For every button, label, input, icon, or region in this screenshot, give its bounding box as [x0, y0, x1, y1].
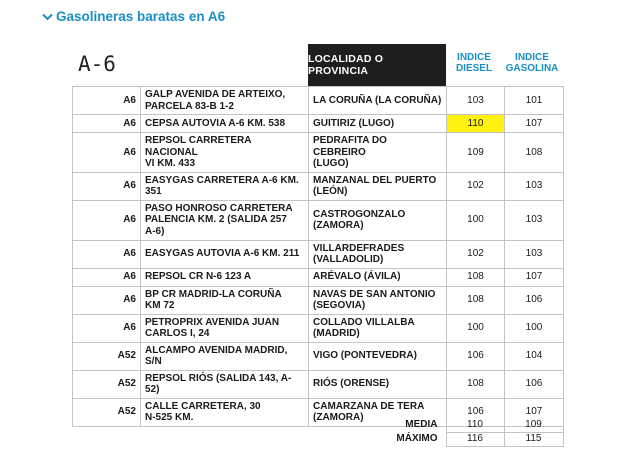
station-name-cell	[141, 87, 309, 115]
table-row	[73, 342, 564, 370]
table-row	[73, 115, 564, 133]
stations-table	[72, 86, 564, 427]
diesel-index-cell: 108	[447, 268, 505, 286]
table-row	[73, 286, 564, 314]
diesel-index-cell: 106	[447, 398, 505, 426]
table-row	[73, 268, 564, 286]
diesel-column-header	[446, 52, 502, 74]
station-name-line: 351	[145, 186, 162, 197]
summary-table-body	[308, 418, 563, 446]
station-name-cell	[141, 342, 309, 370]
summary-label: MÁXIMO	[396, 433, 438, 444]
stations-table-body	[73, 87, 564, 427]
location-cell	[309, 87, 447, 115]
location-cell	[309, 172, 447, 200]
diesel-index-cell: 100	[447, 314, 505, 342]
table-row	[73, 87, 564, 115]
location-line: (VALLADOLID)	[313, 254, 384, 265]
location-line: (LEÓN)	[313, 186, 348, 197]
gasolina-column-header	[504, 52, 560, 74]
station-name-line: EASYGAS CARRETERA A-6 KM.	[145, 174, 299, 186]
chevron-down-icon	[42, 9, 53, 24]
station-name-line: CARLOS I, 24	[145, 328, 210, 339]
diesel-header-line: INDICE	[457, 52, 491, 63]
diesel-index-cell: 103	[447, 87, 505, 115]
section-header[interactable]	[42, 9, 225, 24]
location-cell	[309, 115, 447, 133]
station-name-line: PASO HONROSO CARRETERA	[145, 202, 293, 214]
gasolina-index-cell: 107	[505, 268, 564, 286]
station-name-line: PARCELA 83-B 1-2	[145, 100, 234, 112]
diesel-header-line: DIESEL	[455, 63, 493, 74]
location-line: LA CORUÑA (LA CORUÑA)	[313, 94, 442, 106]
location-cell	[309, 370, 447, 398]
location-line: ARÉVALO (ÁVILA)	[313, 271, 401, 283]
station-name-line: REPSOL CARRETERA NACIONAL	[145, 135, 252, 158]
location-line: VILLARDEFRADES	[313, 242, 405, 254]
station-name-line: CALLE CARRETERA, 30	[145, 400, 261, 412]
diesel-index-cell: 102	[447, 172, 505, 200]
station-name-line: PETROPRIX AVENIDA JUAN	[145, 316, 280, 328]
station-name-cell	[141, 286, 309, 314]
section-title: Gasolineras baratas en A6	[56, 9, 226, 24]
location-cell	[309, 314, 447, 342]
diesel-index-cell: 102	[447, 240, 505, 268]
gasolina-index-cell: 101	[505, 87, 564, 115]
gasolina-index-cell: 108	[505, 133, 564, 173]
station-name-line: ALCAMPO AVENIDA MADRID,	[145, 344, 288, 356]
table-row	[73, 200, 564, 240]
diesel-index-cell: 108	[447, 286, 505, 314]
diesel-index-cell: 106	[447, 342, 505, 370]
location-cell	[309, 240, 447, 268]
road-cell: A52	[73, 398, 141, 426]
station-name-line: S/N	[145, 356, 162, 367]
road-cell: A6	[73, 240, 141, 268]
location-cell	[309, 286, 447, 314]
station-name-line: GALP AVENIDA DE ARTEIXO,	[145, 89, 286, 100]
location-line: COLLADO VILLALBA	[313, 316, 415, 328]
location-line: VIGO (PONTEVEDRA)	[313, 350, 417, 362]
location-line: NAVAS DE SAN ANTONIO	[313, 288, 436, 300]
station-name-line: A-6)	[145, 225, 165, 237]
gasolina-index-cell: 106	[505, 286, 564, 314]
gasolina-index-cell: 104	[505, 342, 564, 370]
summary-row	[308, 432, 563, 446]
station-name-cell	[141, 398, 309, 426]
station-name-cell	[141, 314, 309, 342]
summary-row	[308, 418, 563, 432]
station-name-cell	[141, 133, 309, 173]
gasolina-index-cell: 103	[505, 240, 564, 268]
gasolina-index-cell: 107	[505, 115, 564, 133]
summary-gasolina: 115	[504, 432, 563, 446]
gasolina-header-line: GASOLINA	[505, 63, 559, 74]
location-line: CASTROGONZALO	[313, 208, 406, 220]
gasolina-index-cell: 103	[505, 172, 564, 200]
road-cell: A6	[73, 115, 141, 133]
location-line: MANZANAL DEL PUERTO	[313, 174, 437, 186]
location-cell	[309, 133, 447, 173]
station-name-line: EASYGAS AUTOVIA A-6 KM. 211	[145, 248, 300, 260]
location-line: GUITIRIZ (LUGO)	[313, 117, 395, 129]
location-line: RIÓS (ORENSE)	[313, 378, 390, 390]
gasolina-header-line: INDICE	[515, 52, 549, 63]
table-row	[73, 370, 564, 398]
road-cell: A6	[73, 314, 141, 342]
table-row	[73, 314, 564, 342]
station-name-line: KM 72	[145, 300, 175, 311]
road-cell: A52	[73, 370, 141, 398]
gasolina-index-cell: 106	[505, 370, 564, 398]
road-cell: A6	[73, 286, 141, 314]
summary-table	[308, 418, 564, 447]
station-name-line: CEPSA AUTOVIA A-6 KM. 538	[145, 117, 286, 129]
road-cell: A6	[73, 200, 141, 240]
station-name-cell	[141, 370, 309, 398]
station-name-line: VI KM. 433	[145, 158, 196, 169]
gasolina-index-cell: 103	[505, 200, 564, 240]
diesel-index-cell: 109	[447, 133, 505, 173]
gasolina-index-cell: 100	[505, 314, 564, 342]
station-name-line: N-525 KM.	[145, 412, 194, 423]
location-line: (MADRID)	[313, 328, 360, 339]
station-name-line: BP CR MADRID-LA CORUÑA	[145, 288, 282, 300]
station-name-cell	[141, 240, 309, 268]
location-cell	[309, 342, 447, 370]
road-cell: A6	[73, 87, 141, 115]
station-name-line: REPSOL RIÓS (SALIDA 143, A-52)	[145, 372, 292, 395]
location-cell	[309, 268, 447, 286]
diesel-index-cell: 108	[447, 370, 505, 398]
summary-diesel: 110	[446, 418, 504, 432]
location-cell	[309, 200, 447, 240]
station-name-cell	[141, 172, 309, 200]
station-name-cell	[141, 200, 309, 240]
summary-label: MEDIA	[405, 419, 438, 430]
summary-diesel: 116	[446, 432, 504, 446]
location-line: (LUGO)	[313, 158, 349, 169]
table-row	[73, 172, 564, 200]
road-cell: A6	[73, 172, 141, 200]
location-line: (ZAMORA)	[313, 412, 364, 423]
location-line: PEDRAFITA DO CEBREIRO	[313, 135, 387, 158]
location-line: (ZAMORA)	[313, 220, 364, 231]
summary-gasolina: 109	[504, 418, 563, 432]
road-cell: A6	[73, 133, 141, 173]
table-row	[73, 133, 564, 173]
location-column-header: LOCALIDAD O PROVINCIA	[308, 44, 446, 86]
gasolina-index-cell: 107	[505, 398, 564, 426]
station-name-cell	[141, 268, 309, 286]
station-name-cell	[141, 115, 309, 133]
diesel-index-cell: 110	[447, 115, 505, 133]
location-line: (SEGOVIA)	[313, 300, 366, 311]
diesel-index-cell: 100	[447, 200, 505, 240]
table-row	[73, 240, 564, 268]
route-title: A-6	[78, 52, 116, 76]
station-name-line: REPSOL CR N-6 123 A	[145, 271, 252, 283]
road-cell: A6	[73, 268, 141, 286]
road-cell: A52	[73, 342, 141, 370]
location-line: CAMARZANA DE TERA	[313, 400, 425, 412]
station-name-line: PALENCIA KM. 2 (SALIDA 257	[145, 214, 287, 226]
